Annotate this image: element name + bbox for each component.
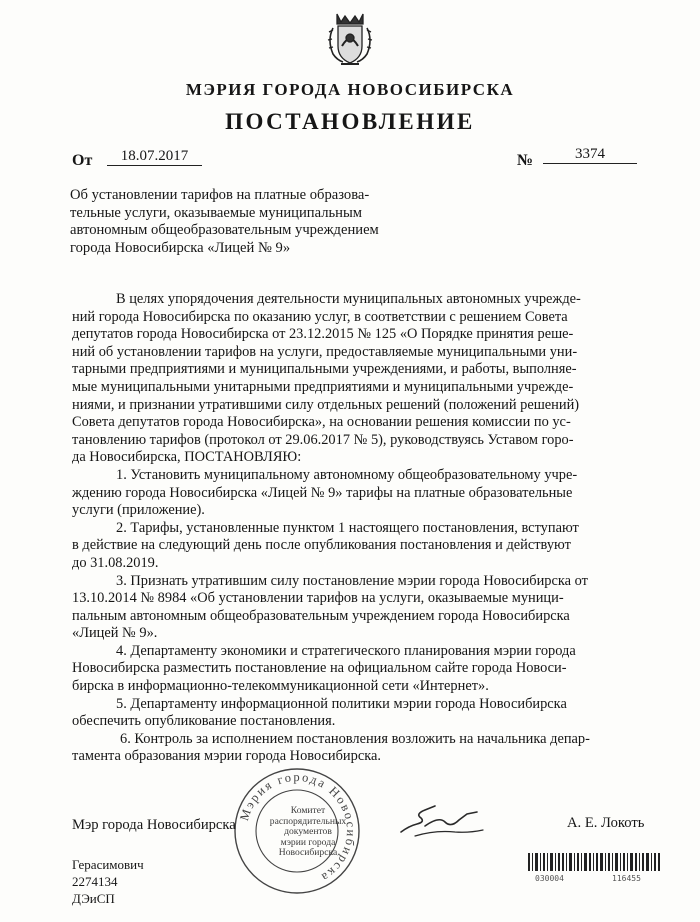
stamp-line: Новосибирска <box>278 847 338 859</box>
body-line: тарными предприятиями и муниципальными учреждениями, и работы, выполняе- <box>72 361 577 378</box>
body-line: Новосибирска разместить постановление на официальном сайте города Новоси- <box>72 660 567 677</box>
subject-line: города Новосибирска «Лицей № 9» <box>70 240 291 257</box>
body-line: да Новосибирска, ПОСТАНОВЛЯЮ: <box>72 449 302 466</box>
body-line: пальным автономным общеобразовательным учреждением города Новосибирска <box>72 607 570 624</box>
stamp-line: Комитет <box>290 805 326 816</box>
body-line: ний об установлении тарифов на услуги, предоставляемые муниципальными уни- <box>72 343 578 360</box>
agency-name: МЭРИЯ ГОРОДА НОВОСИБИРСКА <box>185 80 515 99</box>
signatory-name: А. Е. Локоть <box>567 815 645 831</box>
coat-of-arms-icon <box>323 10 377 68</box>
body-line: до 31.08.2019. <box>72 554 159 571</box>
body-line: 4. Департаменту экономики и стратегического планирования мэрии города <box>116 642 576 659</box>
body-line: 6. Контроль за исполнением постановления возложить на начальника депар- <box>120 730 590 747</box>
stamp-line: мэрии города <box>280 836 336 848</box>
handwritten-signature-icon <box>395 796 490 842</box>
document-type-title: ПОСТАНОВЛЕНИЕ <box>225 109 475 134</box>
executor-block <box>72 856 144 907</box>
document-number: 3374 <box>543 146 637 164</box>
signatory-title: Мэр города Новосибирска <box>72 817 236 833</box>
body-line: тамента образования мэрии города Новосибирска. <box>72 748 381 765</box>
body-line: бирска в информационно-телекоммуникационной сети «Интернет». <box>72 678 489 695</box>
body-line: 13.10.2014 № 8984 «Об установлении тарифов на услуги, оказываемые муници- <box>72 590 564 607</box>
body-line: услуги (приложение). <box>72 502 205 519</box>
stamp-line: документов <box>284 826 332 838</box>
number-label: № <box>517 152 534 169</box>
body-line: ний города Новосибирска по оказанию услуг, в соответствии с решением Совета <box>72 308 568 325</box>
body-line: 5. Департаменту информационной политики мэрии города Новосибирска <box>116 695 567 712</box>
barcode-number-right: 116455 <box>612 874 641 883</box>
subject-line: тельные услуги, оказываемые муниципальным <box>70 204 362 221</box>
executor-phone: 2274134 <box>72 874 118 889</box>
body-line: В целях упорядочения деятельности муниципальных автономных учрежде- <box>116 291 581 307</box>
body-line: ждению города Новосибирска «Лицей № 9» тарифы на платные образовательные <box>72 484 573 501</box>
date-label: От <box>72 152 93 169</box>
document-body <box>72 291 662 766</box>
body-line: тановлению тарифов (протокол от 29.06.2017 № 5), руководствуясь Уставом горо- <box>72 431 574 448</box>
executor-name: Герасимович <box>72 857 144 872</box>
stamp-ring-text: Мэрия города Новосибирска <box>237 769 359 886</box>
document-subject <box>70 187 430 258</box>
body-line: ниями, и признании утратившими силу отдельных решений (положений решений) <box>72 396 580 413</box>
subject-line: автономным общеобразовательным учреждением <box>70 222 379 239</box>
barcode-icon <box>528 853 660 871</box>
body-line: мые муниципальными унитарными предприятиями и муниципальными учрежде- <box>72 378 574 395</box>
barcode-number-left: 030004 <box>535 874 564 883</box>
body-line: 2. Тарифы, установленные пунктом 1 настоящего постановления, вступают <box>116 519 579 536</box>
body-line: 1. Установить муниципальному автономному общеобразовательному учре- <box>116 466 578 483</box>
body-line: Совета депутатов города Новосибирска», на основании решения комиссии по ус- <box>72 414 571 431</box>
body-line: 3. Признать утратившим силу постановление мэрии города Новосибирска от <box>116 572 588 589</box>
stamp-center-text <box>268 806 348 859</box>
body-line: в действие на следующий день после опубликования постановления и действуют <box>72 537 571 554</box>
subject-line: Об установлении тарифов на платные образова- <box>70 187 370 203</box>
body-line: обеспечить опубликование постановления. <box>72 713 336 730</box>
body-line: депутатов города Новосибирска от 23.12.2015 № 125 «О Порядке принятия реше- <box>72 326 574 343</box>
document-date: 18.07.2017 <box>107 148 202 166</box>
executor-department: ДЭиСП <box>72 891 115 906</box>
body-line: «Лицей № 9». <box>72 625 158 642</box>
stamp-line: распорядительных <box>269 815 347 827</box>
